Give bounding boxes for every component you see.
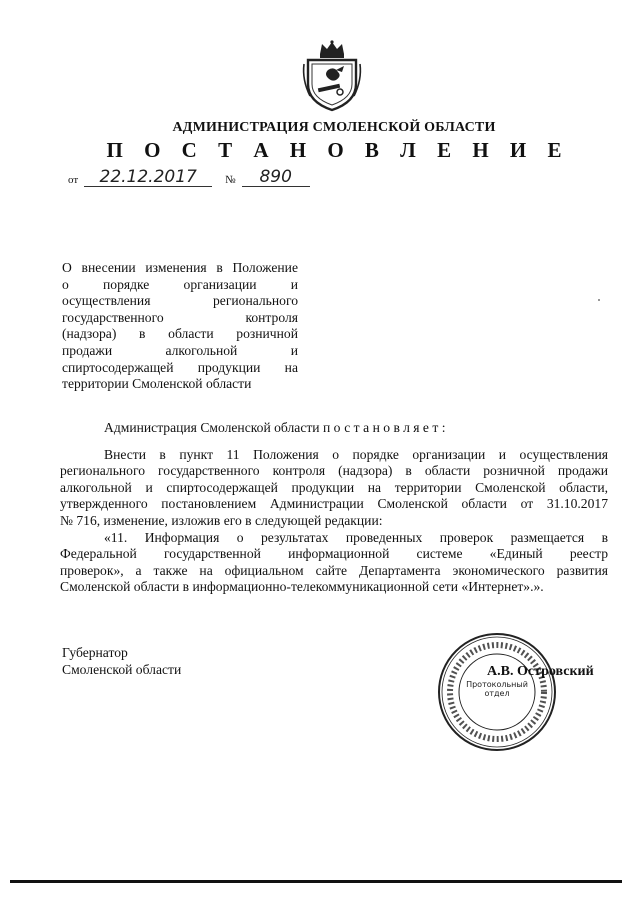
signatory-name: А.В. Островский [487,664,594,679]
subject-line: территории Смоленской области [62,376,252,392]
paragraph-line: № 716, изменение, изложив его в следующей редакции: [60,512,383,528]
coat-of-arms-emblem [300,40,364,114]
position-line: Губернатор [62,645,128,660]
handwritten-number: 890 [242,168,310,187]
subject-line: о порядке организации и [62,276,298,292]
registration-line [68,168,310,190]
paragraph-amendment [60,447,608,530]
decree-keyword: постановляет: [322,420,449,435]
subject-line: спиртосодержащей продукции на [62,359,298,375]
paragraph-new-wording [60,530,608,596]
subject-line: (надзора) в области розничной [62,326,298,342]
stamp-center-line: отдел [484,689,510,698]
paragraph-line: проверок», а также на официальном сайте Департамента экономического развития [60,562,608,578]
scan-speck [598,299,600,301]
paragraph-line: «11. Информация о результатах проведенных проверок размещается в [104,529,608,545]
paragraph-line: Смоленской области в информационно-телекоммуникационной сети «Интернет».». [60,579,544,595]
subject-line: осуществления регионального [62,293,298,309]
paragraph-line: утвержденного постановлением Администрации Смоленской области от 31.10.2017 [60,496,608,512]
subject-line: государственного контроля [62,309,298,325]
position-line: Смоленской области [62,661,182,677]
document-subject [62,260,298,393]
date-prefix: от [68,174,79,186]
organization-title: АДМИНИСТРАЦИЯ СМОЛЕНСКОЙ ОБЛАСТИ [172,120,496,135]
signatory-position [62,645,181,678]
decree-line [60,420,608,437]
official-seal-stamp [435,630,559,754]
number-prefix: № [225,174,236,186]
paragraph-line: регионального государственного контроля (надзора) в области розничной продажи [60,463,608,479]
subject-line: продажи алкогольной и [62,342,298,358]
paragraph-line: Федеральной государственной информационной системе «Единый реестр [60,546,608,562]
document-type-title: П О С Т А Н О В Л Е Н И Е [106,138,570,162]
decree-prefix: Администрация Смоленской области [104,420,320,435]
paragraph-line: Внести в пункт 11 Положения о порядке организации и осуществления [104,446,608,462]
page-bottom-rule [10,880,622,883]
paragraph-line: алкогольной и спиртосодержащей продукции на территории Смоленской области, [60,479,608,495]
document-body [60,420,608,596]
handwritten-date: 22.12.2017 [84,168,212,187]
stamp-center-line: Протокольный [466,680,528,689]
subject-line: О внесении изменения в Положение [62,260,298,275]
